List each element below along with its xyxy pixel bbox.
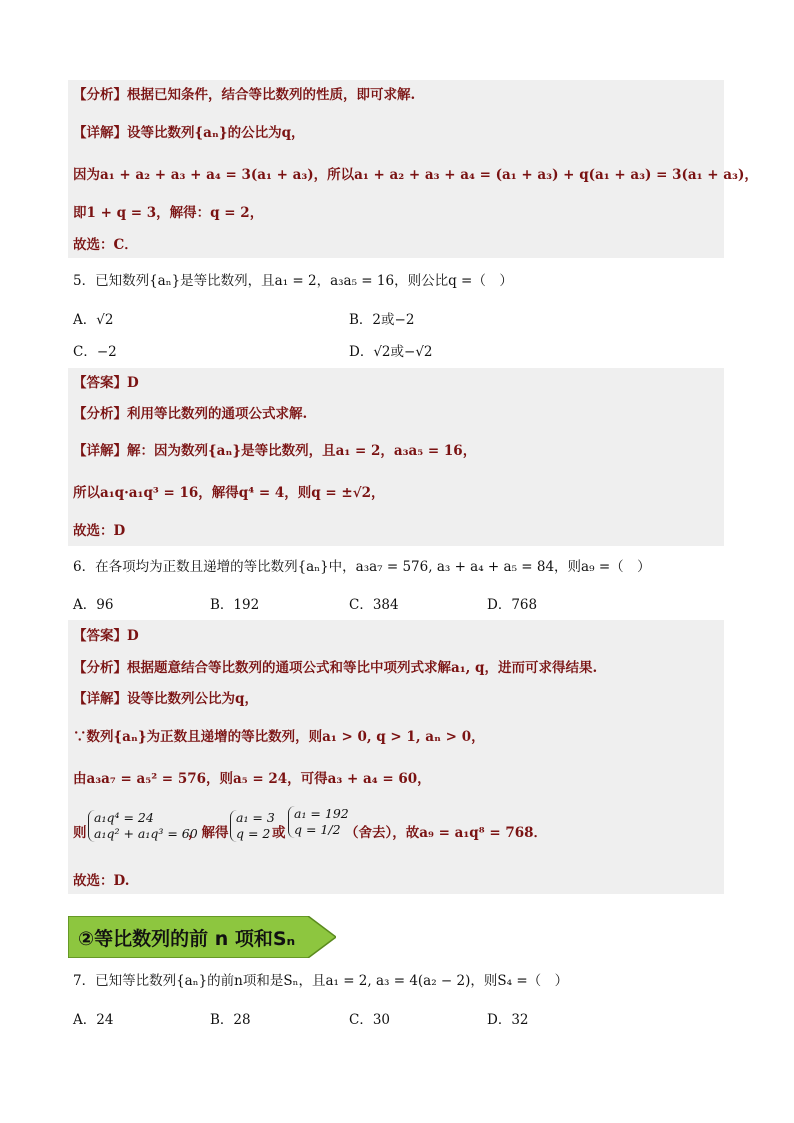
- analysis-text: 【分析】根据题意结合等比数列的通项公式和等比中项列式求解a₁, q，进而可求得结果.: [73, 660, 598, 676]
- option-d: D．√2或−√2: [349, 344, 433, 360]
- equation-system-3: [288, 806, 349, 838]
- option-a: A．√2: [73, 312, 114, 328]
- analysis-text: 【分析】根据已知条件，结合等比数列的性质，即可求解.: [73, 87, 416, 103]
- option-c: C．30: [349, 1012, 391, 1028]
- solution-line: 即1 + q = 3，解得：q = 2，: [73, 205, 264, 221]
- answer-text: 【答案】D: [73, 628, 139, 644]
- question-6-stem: 6．在各项均为正数且递增的等比数列{aₙ}中，a₃a₇ = 576, a₃ + a₄ + a₅ = 84，则a₉ =（ ）: [73, 559, 651, 575]
- answer-text: 【答案】D: [73, 375, 139, 391]
- option-d: D．32: [487, 1012, 529, 1028]
- option-b: B．2或−2: [349, 312, 415, 328]
- equation: q = 2: [236, 826, 271, 841]
- question-7-stem: 7．已知等比数列{aₙ}的前n项和是Sₙ，且a₁ = 2, a₃ = 4(a₂ − 2)，则S₄ =（ ）: [73, 973, 569, 989]
- option-b: B．192: [210, 597, 260, 613]
- equation: a₁q² + a₁q³ = 60: [94, 826, 198, 841]
- choice-text: 故选：D.: [73, 873, 130, 889]
- solution-line-suffix: （舍去），故a₉ = a₁q⁸ = 768．: [345, 825, 548, 841]
- choice-text: 故选：C．: [73, 237, 138, 253]
- equation-system-2: [230, 810, 275, 842]
- choice-text: 故选：D: [73, 523, 126, 539]
- equation: q = 1/2: [294, 822, 341, 837]
- equation: a₁ = 192: [294, 806, 349, 821]
- option-c: C．384: [349, 597, 399, 613]
- option-b: B．28: [210, 1012, 251, 1028]
- option-c: C．−2: [73, 344, 117, 360]
- equation-system-1: [88, 810, 198, 842]
- option-a: A．24: [73, 1012, 114, 1028]
- option-d: D．768: [487, 597, 538, 613]
- solution-line-mid: ，解得: [188, 825, 229, 841]
- question-5-stem: 5．已知数列{aₙ}是等比数列，且a₁ = 2，a₃a₅ = 16，则公比q =（ ）: [73, 273, 513, 289]
- detail-text: 【详解】设等比数列{aₙ}的公比为q，: [73, 125, 305, 141]
- section-title: ②等比数列的前 n 项和Sₙ: [78, 928, 296, 950]
- solution-line-prefix: 则: [73, 825, 87, 841]
- solution-line: 因为a₁ + a₂ + a₃ + a₄ = 3(a₁ + a₃)，所以a₁ + a₂ + a₃ + a₄ = (a₁ + a₃) + q(a₁ + a₃) = 3(a₁ + a₃)，: [73, 167, 758, 183]
- equation: a₁q⁴ = 24: [94, 810, 154, 825]
- equation: a₁ = 3: [236, 810, 275, 825]
- analysis-text: 【分析】利用等比数列的通项公式求解.: [73, 406, 308, 422]
- solution-line: 所以a₁q·a₁q³ = 16，解得q⁴ = 4，则q = ±√2，: [73, 485, 385, 501]
- solution-line: 由a₃a₇ = a₅² = 576，则a₅ = 24，可得a₃ + a₄ = 60，: [73, 771, 431, 787]
- detail-text: 【详解】解：因为数列{aₙ}是等比数列，且a₁ = 2，a₃a₅ = 16，: [73, 443, 477, 459]
- option-a: A．96: [73, 597, 114, 613]
- detail-text: 【详解】设等比数列公比为q，: [73, 691, 258, 707]
- section-banner: [68, 916, 336, 958]
- solution-line-or: 或: [272, 825, 286, 841]
- solution-line: ∵数列{aₙ}为正数且递增的等比数列，则a₁ > 0, q > 1, aₙ > 0，: [73, 729, 485, 745]
